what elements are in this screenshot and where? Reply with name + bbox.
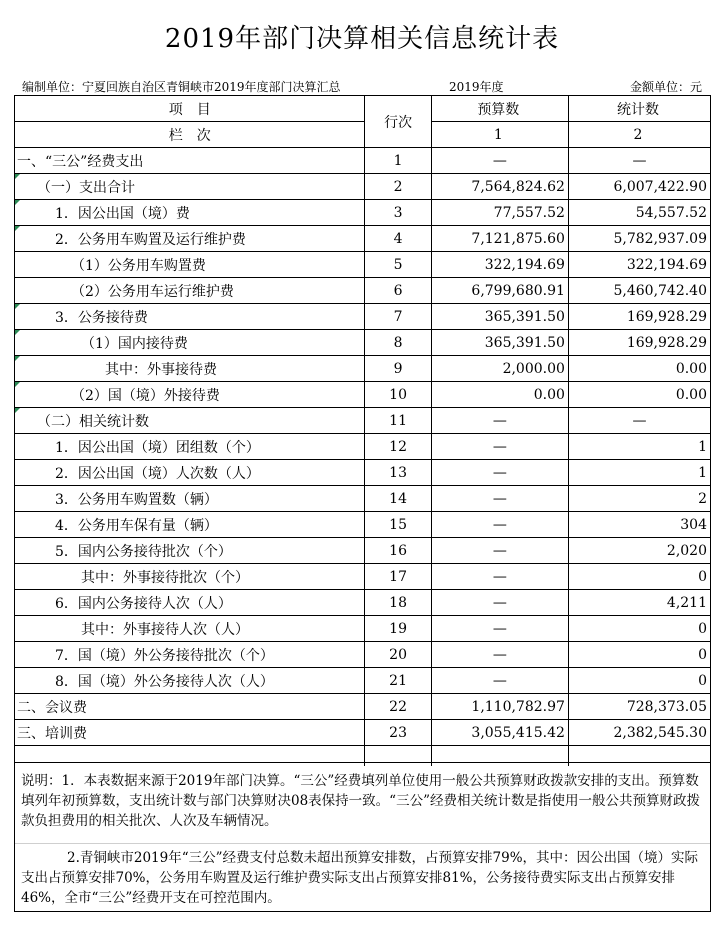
- row-item: 6．国内公务接待人次（人）: [15, 590, 365, 616]
- row-item: 二、会议费: [15, 694, 365, 720]
- table-row: [15, 408, 711, 434]
- table-row: [15, 304, 711, 330]
- row-stat: 6,007,422.90: [568, 174, 710, 200]
- table-row: [15, 148, 711, 174]
- row-budget: 322,194.69: [431, 252, 568, 278]
- row-no: 9: [365, 356, 431, 382]
- row-budget: —: [431, 512, 568, 538]
- row-no: 4: [365, 226, 431, 252]
- row-budget: —: [431, 434, 568, 460]
- row-stat: 0: [568, 668, 710, 694]
- row-budget: —: [431, 408, 568, 434]
- row-budget: 0.00: [431, 382, 568, 408]
- table-row: [15, 642, 711, 668]
- row-stat: 304: [568, 512, 710, 538]
- row-item: （1）国内接待费: [15, 330, 365, 356]
- row-item: （一）支出合计: [15, 174, 365, 200]
- row-no: 13: [365, 460, 431, 486]
- row-budget: —: [431, 590, 568, 616]
- row-stat: 1: [568, 460, 710, 486]
- row-no: 18: [365, 590, 431, 616]
- page-title: 2019年部门决算相关信息统计表: [164, 24, 560, 54]
- row-item: （2）国（境）外接待费: [15, 382, 365, 408]
- table-row: [15, 356, 711, 382]
- header-stat-col: 2: [568, 122, 710, 148]
- row-stat: 322,194.69: [568, 252, 710, 278]
- row-stat: 0: [568, 616, 710, 642]
- fiscal-year: 2019年度: [449, 80, 504, 94]
- row-stat: 169,928.29: [568, 304, 710, 330]
- row-item: 7．国（境）外公务接待批次（个）: [15, 642, 365, 668]
- row-stat: 0.00: [568, 382, 710, 408]
- row-no: 5: [365, 252, 431, 278]
- row-item: 三、培训费: [15, 720, 365, 746]
- row-item: 1．因公出国（境）费: [15, 200, 365, 226]
- header-budget: 预算数: [431, 96, 568, 122]
- row-no: 17: [365, 564, 431, 590]
- row-budget: 77,557.52: [431, 200, 568, 226]
- row-budget: 3,055,415.42: [431, 720, 568, 746]
- header-budget-col: 1: [431, 122, 568, 148]
- row-item: （2）公务用车运行维护费: [15, 278, 365, 304]
- row-budget: —: [431, 642, 568, 668]
- table-row: [15, 174, 711, 200]
- row-stat: 2,020: [568, 538, 710, 564]
- compiling-unit: 编制单位：宁夏回族自治区青铜峡市2019年度部门决算汇总: [22, 80, 341, 94]
- header-stat: 统计数: [568, 96, 710, 122]
- table-row: [15, 538, 711, 564]
- row-stat: 728,373.05: [568, 694, 710, 720]
- row-item: （二）相关统计数: [15, 408, 365, 434]
- header-row: [15, 96, 711, 122]
- row-stat: 5,782,937.09: [568, 226, 710, 252]
- row-item: 2．公务用车购置及运行维护费: [15, 226, 365, 252]
- row-budget: —: [431, 668, 568, 694]
- row-budget: —: [431, 538, 568, 564]
- table-row: [15, 512, 711, 538]
- row-budget: —: [431, 148, 568, 174]
- note-1: 说明：1．本表数据来源于2019年部门决算。“三公”经费填列单位使用一般公共预算财政拨款安排的支出。预算数填列年初预算数，支出统计数与部门决算财决08表保持一致。“三公”经费相关统计数是指使用一般公共预算财政拨款负担费用的相关批次、人次及车辆情况。: [21, 773, 700, 829]
- header-row-no: 行次: [365, 96, 431, 148]
- table-row: [15, 460, 711, 486]
- row-item: 3．公务用车购置数（辆）: [15, 486, 365, 512]
- row-item: 5．国内公务接待批次（个）: [15, 538, 365, 564]
- row-budget: 7,121,875.60: [431, 226, 568, 252]
- table-row: [15, 668, 711, 694]
- row-item: 1．因公出国（境）团组数（个）: [15, 434, 365, 460]
- table-row: [15, 252, 711, 278]
- amount-unit: 金额单位：元: [630, 80, 703, 94]
- row-no: 11: [365, 408, 431, 434]
- notes-box: [14, 762, 711, 912]
- row-no: 15: [365, 512, 431, 538]
- row-no: 2: [365, 174, 431, 200]
- row-stat: 2: [568, 486, 710, 512]
- row-stat: 0.00: [568, 356, 710, 382]
- row-item: 8．国（境）外公务接待人次（人）: [15, 668, 365, 694]
- row-no: 12: [365, 434, 431, 460]
- note-2: 2.青铜峡市2019年“三公”经费支付总数未超出预算安排数，占预算安排79%，其中：因公出国（境）实际支出占预算安排70%，公务用车购置及运行维护费实际支出占预算安排81%，公务接待费实际支出占预算安排46%，全市“三公”经费开支在可控范围内。: [21, 850, 699, 906]
- table-row: [15, 434, 711, 460]
- table-row: [15, 486, 711, 512]
- header-item: 项 目: [15, 96, 365, 122]
- row-stat: 2,382,545.30: [568, 720, 710, 746]
- row-budget: 365,391.50: [431, 304, 568, 330]
- row-stat: 4,211: [568, 590, 710, 616]
- row-stat: 0: [568, 642, 710, 668]
- table-row: [15, 694, 711, 720]
- row-no: 19: [365, 616, 431, 642]
- row-item: 其中：外事接待人次（人）: [15, 616, 365, 642]
- table-row: [15, 278, 711, 304]
- row-stat: 169,928.29: [568, 330, 710, 356]
- row-stat: 5,460,742.40: [568, 278, 710, 304]
- row-item: （1）公务用车购置费: [15, 252, 365, 278]
- row-item: 2．因公出国（境）人次数（人）: [15, 460, 365, 486]
- table-row: [15, 226, 711, 252]
- row-budget: —: [431, 564, 568, 590]
- row-no: 1: [365, 148, 431, 174]
- row-budget: 2,000.00: [431, 356, 568, 382]
- row-no: 23: [365, 720, 431, 746]
- row-item: 4．公务用车保有量（辆）: [15, 512, 365, 538]
- header-column-label: 栏 次: [15, 122, 365, 148]
- table-row: [15, 590, 711, 616]
- row-item: 一、“三公”经费支出: [15, 148, 365, 174]
- row-stat: —: [568, 408, 710, 434]
- table-row: [15, 720, 711, 746]
- notes-divider: [15, 843, 710, 844]
- table-row: [15, 330, 711, 356]
- row-no: 16: [365, 538, 431, 564]
- row-no: 20: [365, 642, 431, 668]
- row-no: 3: [365, 200, 431, 226]
- row-budget: —: [431, 460, 568, 486]
- table-row: [15, 200, 711, 226]
- row-no: 21: [365, 668, 431, 694]
- row-budget: 365,391.50: [431, 330, 568, 356]
- row-item: 其中：外事接待批次（个）: [15, 564, 365, 590]
- row-budget: —: [431, 486, 568, 512]
- row-no: 22: [365, 694, 431, 720]
- table-row: [15, 564, 711, 590]
- row-budget: —: [431, 616, 568, 642]
- row-no: 14: [365, 486, 431, 512]
- row-budget: 7,564,824.62: [431, 174, 568, 200]
- row-item: 3．公务接待费: [15, 304, 365, 330]
- table-row: [15, 616, 711, 642]
- row-stat: —: [568, 148, 710, 174]
- row-stat: 1: [568, 434, 710, 460]
- row-stat: 0: [568, 564, 710, 590]
- row-no: 7: [365, 304, 431, 330]
- row-stat: 54,557.52: [568, 200, 710, 226]
- row-no: 6: [365, 278, 431, 304]
- statistics-table: [14, 95, 711, 766]
- row-budget: 6,799,680.91: [431, 278, 568, 304]
- row-no: 8: [365, 330, 431, 356]
- row-item: 其中：外事接待费: [15, 356, 365, 382]
- header-column-row: [15, 122, 711, 148]
- row-no: 10: [365, 382, 431, 408]
- table-row: [15, 382, 711, 408]
- row-budget: 1,110,782.97: [431, 694, 568, 720]
